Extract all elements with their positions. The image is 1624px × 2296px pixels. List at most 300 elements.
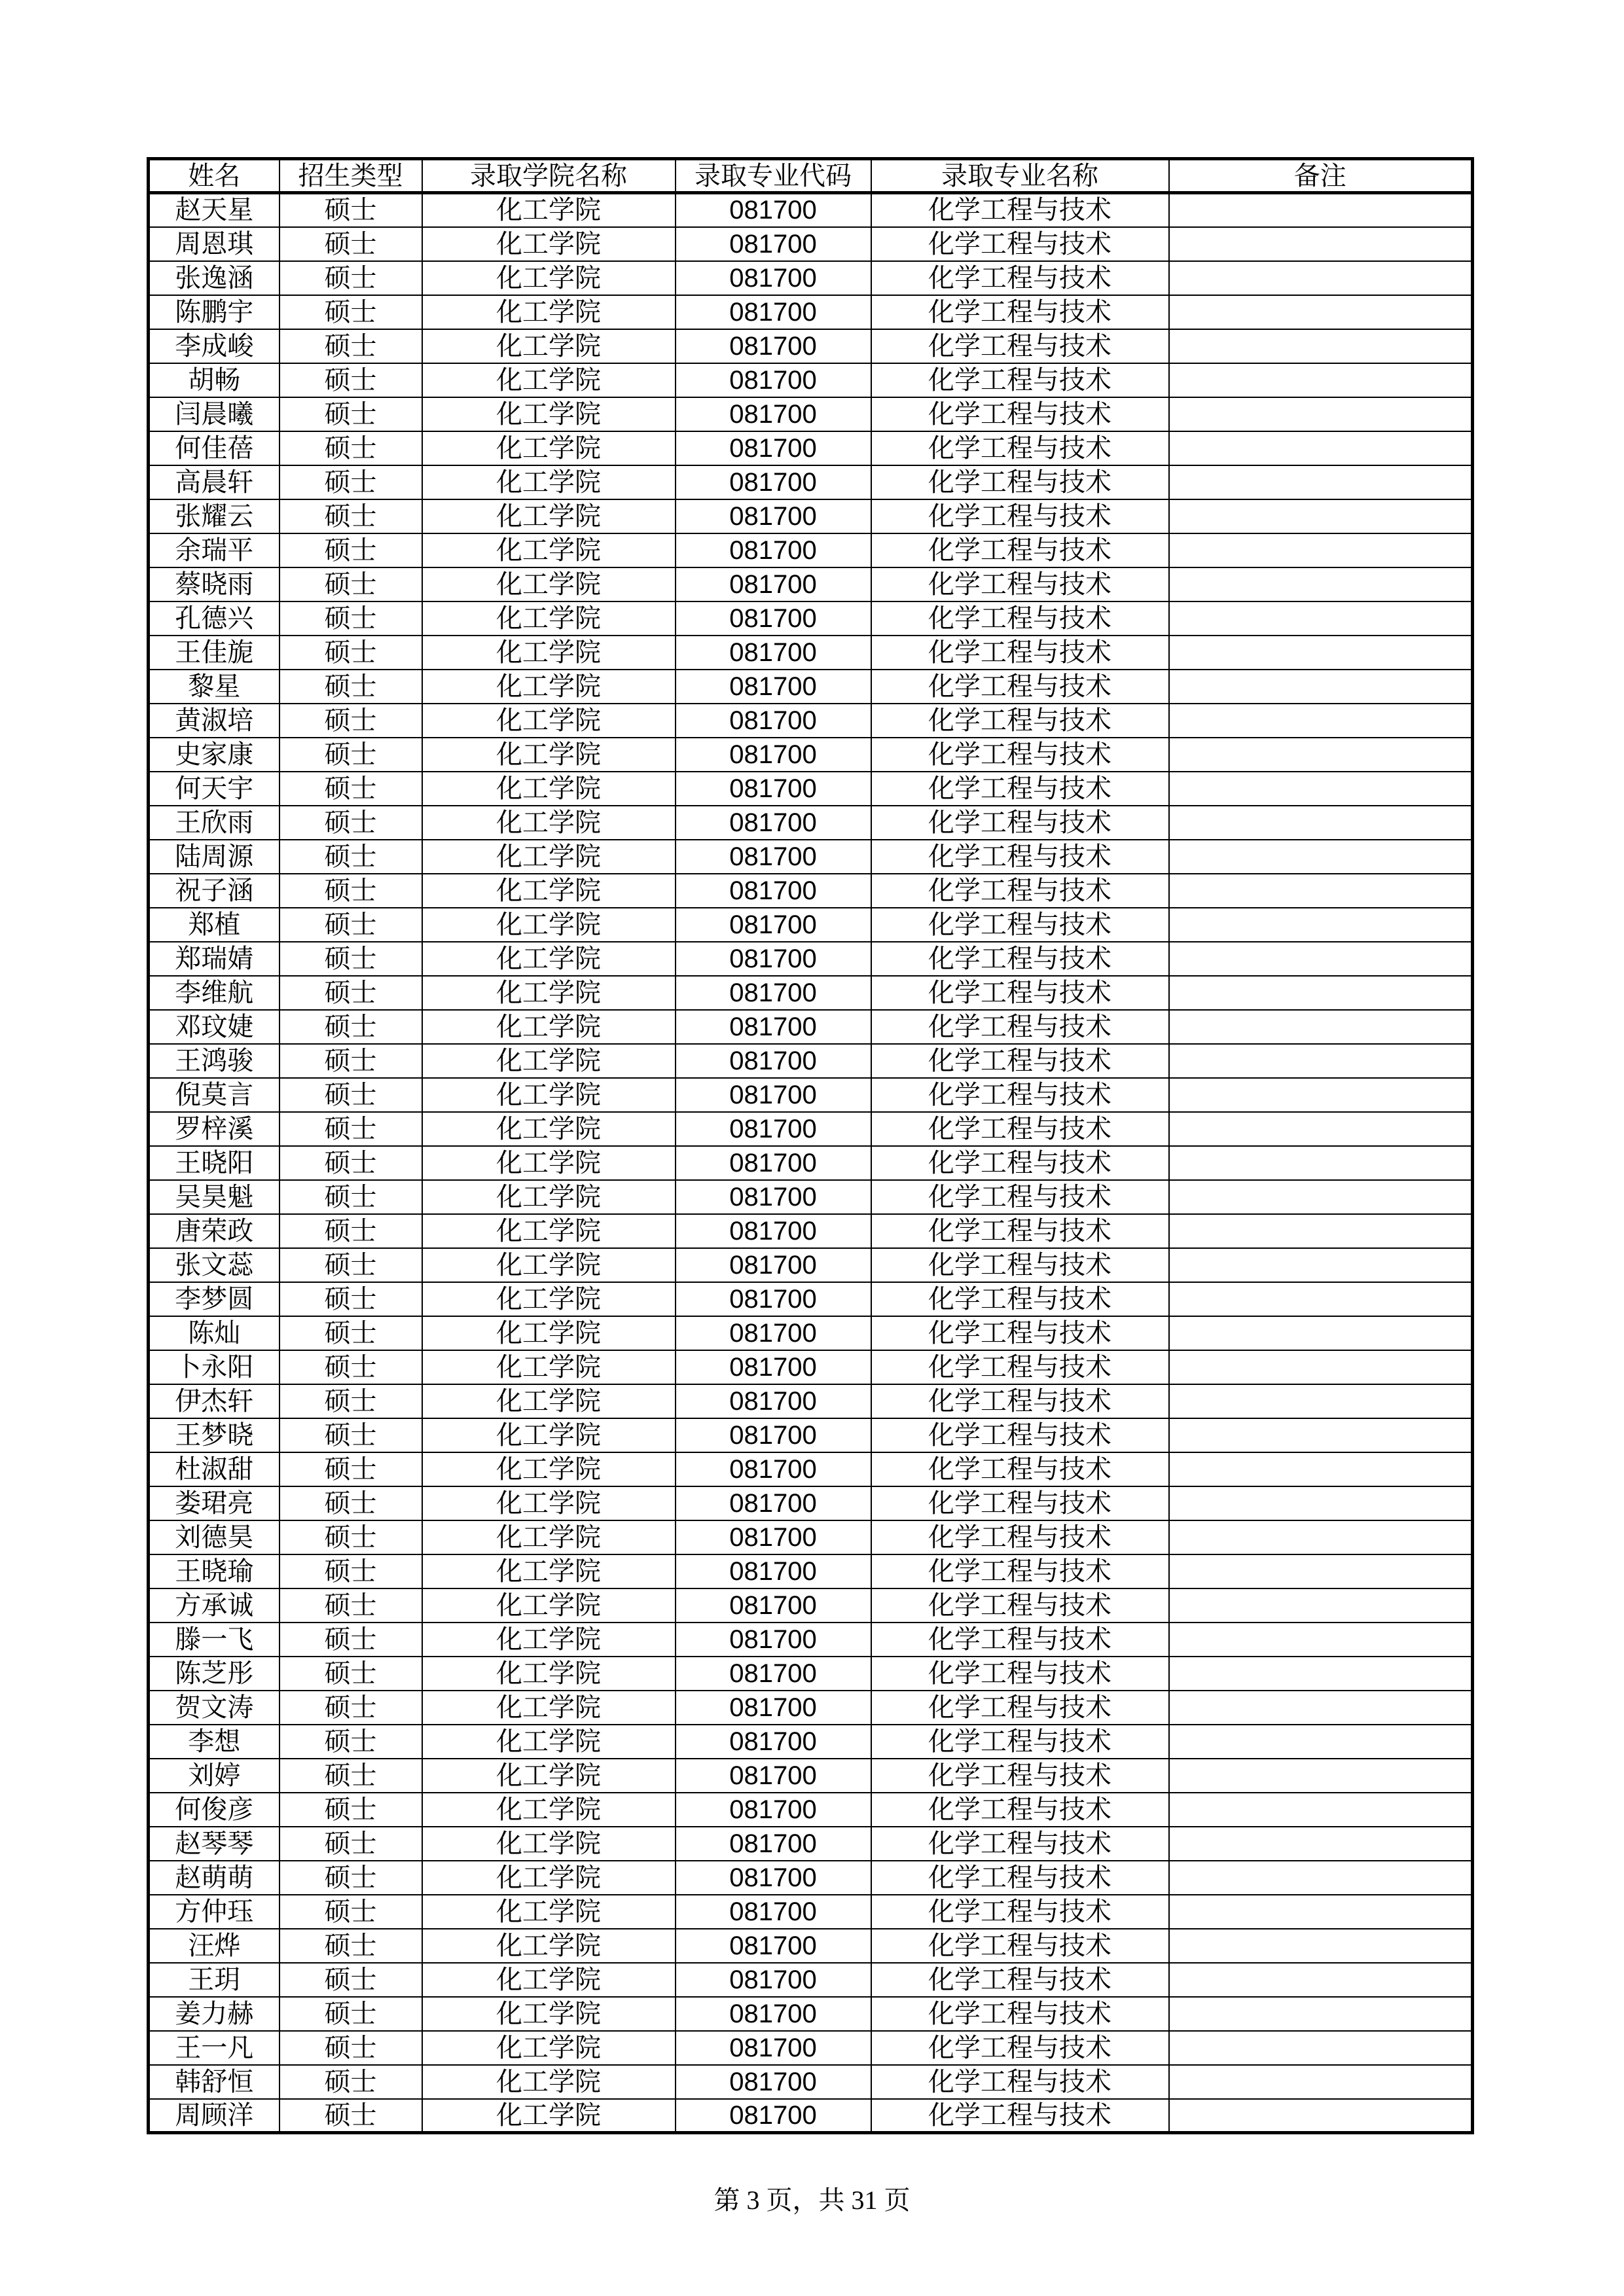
table-row [149,1861,1473,1895]
admission-type-cell: 硕士 [280,363,422,397]
college-cell: 化工学院 [422,2065,676,2099]
college-cell: 化工学院 [422,2099,676,2133]
major-name-cell: 化学工程与技术 [871,397,1169,431]
major-name-cell: 化学工程与技术 [871,1759,1169,1793]
note-cell [1169,1248,1473,1282]
college-cell: 化工学院 [422,465,676,499]
name-cell: 王梦晓 [149,1418,280,1452]
major-name-cell: 化学工程与技术 [871,738,1169,772]
code-cell: 081700 [676,567,871,601]
admission-type-cell: 硕士 [280,1010,422,1044]
code-cell: 081700 [676,1963,871,1997]
code-cell: 081700 [676,601,871,636]
code-cell: 081700 [676,738,871,772]
table-row [149,1452,1473,1486]
college-cell: 化工学院 [422,1112,676,1146]
admission-type-cell: 硕士 [280,1827,422,1861]
admission-type-cell: 硕士 [280,1112,422,1146]
college-cell: 化工学院 [422,193,676,227]
college-cell: 化工学院 [422,1588,676,1623]
major-name-cell: 化学工程与技术 [871,1588,1169,1623]
note-cell [1169,1588,1473,1623]
table-row [149,1623,1473,1657]
admission-type-cell: 硕士 [280,227,422,261]
note-cell [1169,636,1473,670]
table-row [149,1214,1473,1248]
note-cell [1169,1827,1473,1861]
major-name-cell: 化学工程与技术 [871,499,1169,533]
name-cell: 伊杰轩 [149,1384,280,1418]
table-row [149,1793,1473,1827]
note-cell [1169,1044,1473,1078]
name-cell: 陈鹏宇 [149,295,280,329]
college-cell: 化工学院 [422,1861,676,1895]
table-row [149,1895,1473,1929]
name-cell: 方承诚 [149,1588,280,1623]
code-cell: 081700 [676,1793,871,1827]
code-cell: 081700 [676,840,871,874]
code-cell: 081700 [676,1691,871,1725]
college-cell: 化工学院 [422,976,676,1010]
college-cell: 化工学院 [422,601,676,636]
major-name-cell: 化学工程与技术 [871,806,1169,840]
name-cell: 邓玟婕 [149,1010,280,1044]
major-name-cell: 化学工程与技术 [871,874,1169,908]
table-row [149,363,1473,397]
code-cell: 081700 [676,1180,871,1214]
note-cell [1169,840,1473,874]
admission-type-cell: 硕士 [280,465,422,499]
name-cell: 王佳旎 [149,636,280,670]
code-cell: 081700 [676,2099,871,2133]
admission-type-cell: 硕士 [280,1452,422,1486]
table-row [149,431,1473,465]
table-row [149,908,1473,942]
code-cell: 081700 [676,670,871,704]
college-cell: 化工学院 [422,1078,676,1112]
name-cell: 汪烨 [149,1929,280,1963]
code-cell: 081700 [676,1044,871,1078]
note-cell [1169,1793,1473,1827]
note-cell [1169,1623,1473,1657]
college-cell: 化工学院 [422,295,676,329]
admission-type-cell: 硕士 [280,1929,422,1963]
note-cell [1169,738,1473,772]
major-name-cell: 化学工程与技术 [871,465,1169,499]
admission-table-container [147,157,1471,2134]
code-cell: 081700 [676,1623,871,1657]
major-name-cell: 化学工程与技术 [871,261,1169,295]
major-name-cell: 化学工程与技术 [871,567,1169,601]
major-name-cell: 化学工程与技术 [871,1146,1169,1180]
admission-table-body [149,193,1473,2133]
code-cell: 081700 [676,976,871,1010]
admission-type-cell: 硕士 [280,704,422,738]
note-cell [1169,1452,1473,1486]
college-cell: 化工学院 [422,1350,676,1384]
note-cell [1169,942,1473,976]
name-cell: 赵天星 [149,193,280,227]
name-cell: 滕一飞 [149,1623,280,1657]
name-cell: 余瑞平 [149,533,280,567]
college-cell: 化工学院 [422,1793,676,1827]
code-cell: 081700 [676,2065,871,2099]
note-cell [1169,1010,1473,1044]
table-header-row [149,159,1473,193]
college-cell: 化工学院 [422,1963,676,1997]
table-row [149,1350,1473,1384]
table-row [149,2099,1473,2133]
major-name-cell: 化学工程与技术 [871,1214,1169,1248]
note-cell [1169,1180,1473,1214]
name-cell: 王一凡 [149,2031,280,2065]
table-row [149,806,1473,840]
major-name-cell: 化学工程与技术 [871,1827,1169,1861]
note-cell [1169,1282,1473,1316]
name-cell: 娄珺亮 [149,1486,280,1520]
table-row [149,1418,1473,1452]
note-cell [1169,1759,1473,1793]
note-cell [1169,1078,1473,1112]
table-row [149,1827,1473,1861]
admission-type-cell: 硕士 [280,1861,422,1895]
name-cell: 王鸿骏 [149,1044,280,1078]
table-row [149,1486,1473,1520]
admission-type-cell: 硕士 [280,1044,422,1078]
admission-type-cell: 硕士 [280,567,422,601]
name-cell: 何俊彦 [149,1793,280,1827]
code-cell: 081700 [676,2031,871,2065]
table-row [149,601,1473,636]
name-cell: 李维航 [149,976,280,1010]
name-cell: 李想 [149,1725,280,1759]
name-cell: 王欣雨 [149,806,280,840]
code-cell: 081700 [676,1929,871,1963]
code-cell: 081700 [676,1112,871,1146]
code-cell: 081700 [676,1759,871,1793]
college-cell: 化工学院 [422,1759,676,1793]
major-name-cell: 化学工程与技术 [871,1452,1169,1486]
major-name-cell: 化学工程与技术 [871,431,1169,465]
note-cell [1169,976,1473,1010]
name-cell: 倪莫言 [149,1078,280,1112]
major-name-cell: 化学工程与技术 [871,1180,1169,1214]
code-cell: 081700 [676,636,871,670]
major-name-cell: 化学工程与技术 [871,1895,1169,1929]
college-cell: 化工学院 [422,533,676,567]
college-cell: 化工学院 [422,806,676,840]
note-cell [1169,1691,1473,1725]
major-name-cell: 化学工程与技术 [871,295,1169,329]
table-row [149,1010,1473,1044]
name-cell: 史家康 [149,738,280,772]
admission-type-cell: 硕士 [280,397,422,431]
major-name-cell: 化学工程与技术 [871,1010,1169,1044]
admission-type-cell: 硕士 [280,1214,422,1248]
admission-type-cell: 硕士 [280,1963,422,1997]
code-cell: 081700 [676,533,871,567]
admission-type-cell: 硕士 [280,1418,422,1452]
major-name-cell: 化学工程与技术 [871,704,1169,738]
column-header-major-name: 录取专业名称 [871,159,1169,193]
table-row [149,874,1473,908]
code-cell: 081700 [676,1146,871,1180]
code-cell: 081700 [676,1214,871,1248]
note-cell [1169,227,1473,261]
major-name-cell: 化学工程与技术 [871,1554,1169,1588]
name-cell: 李成峻 [149,329,280,363]
code-cell: 081700 [676,465,871,499]
note-cell [1169,2099,1473,2133]
college-cell: 化工学院 [422,942,676,976]
college-cell: 化工学院 [422,1554,676,1588]
major-name-cell: 化学工程与技术 [871,1112,1169,1146]
admission-type-cell: 硕士 [280,499,422,533]
major-name-cell: 化学工程与技术 [871,1997,1169,2031]
note-cell [1169,329,1473,363]
admission-type-cell: 硕士 [280,2031,422,2065]
table-row [149,2065,1473,2099]
name-cell: 何天宇 [149,772,280,806]
name-cell: 赵琴琴 [149,1827,280,1861]
name-cell: 李梦圆 [149,1282,280,1316]
code-cell: 081700 [676,704,871,738]
major-name-cell: 化学工程与技术 [871,1725,1169,1759]
name-cell: 郑植 [149,908,280,942]
note-cell [1169,1997,1473,2031]
code-cell: 081700 [676,1520,871,1554]
admission-type-cell: 硕士 [280,1793,422,1827]
college-cell: 化工学院 [422,840,676,874]
code-cell: 081700 [676,1316,871,1350]
college-cell: 化工学院 [422,1486,676,1520]
note-cell [1169,295,1473,329]
note-cell [1169,465,1473,499]
note-cell [1169,601,1473,636]
major-name-cell: 化学工程与技术 [871,1929,1169,1963]
note-cell [1169,1520,1473,1554]
admission-type-cell: 硕士 [280,670,422,704]
major-name-cell: 化学工程与技术 [871,636,1169,670]
name-cell: 黄淑培 [149,704,280,738]
major-name-cell: 化学工程与技术 [871,227,1169,261]
note-cell [1169,908,1473,942]
code-cell: 081700 [676,806,871,840]
code-cell: 081700 [676,1078,871,1112]
code-cell: 081700 [676,295,871,329]
admission-type-cell: 硕士 [280,193,422,227]
code-cell: 081700 [676,1010,871,1044]
name-cell: 唐荣政 [149,1214,280,1248]
table-row [149,533,1473,567]
code-cell: 081700 [676,1827,871,1861]
name-cell: 吴昊魁 [149,1180,280,1214]
name-cell: 周恩琪 [149,227,280,261]
note-cell [1169,1316,1473,1350]
table-row [149,1180,1473,1214]
table-row [149,976,1473,1010]
admission-type-cell: 硕士 [280,874,422,908]
admission-type-cell: 硕士 [280,1146,422,1180]
table-row [149,942,1473,976]
code-cell: 081700 [676,193,871,227]
admission-type-cell: 硕士 [280,329,422,363]
college-cell: 化工学院 [422,1146,676,1180]
admission-type-cell: 硕士 [280,1657,422,1691]
admission-type-cell: 硕士 [280,1759,422,1793]
admission-type-cell: 硕士 [280,738,422,772]
admission-type-cell: 硕士 [280,976,422,1010]
major-name-cell: 化学工程与技术 [871,1350,1169,1384]
table-row [149,1997,1473,2031]
major-name-cell: 化学工程与技术 [871,976,1169,1010]
code-cell: 081700 [676,1282,871,1316]
table-row [149,840,1473,874]
college-cell: 化工学院 [422,1725,676,1759]
code-cell: 081700 [676,499,871,533]
name-cell: 张耀云 [149,499,280,533]
code-cell: 081700 [676,329,871,363]
code-cell: 081700 [676,363,871,397]
name-cell: 高晨轩 [149,465,280,499]
code-cell: 081700 [676,908,871,942]
code-cell: 081700 [676,1452,871,1486]
note-cell [1169,499,1473,533]
major-name-cell: 化学工程与技术 [871,329,1169,363]
admission-type-cell: 硕士 [280,1384,422,1418]
admission-type-cell: 硕士 [280,261,422,295]
admission-type-cell: 硕士 [280,1623,422,1657]
college-cell: 化工学院 [422,261,676,295]
code-cell: 081700 [676,1248,871,1282]
code-cell: 081700 [676,874,871,908]
table-row [149,1078,1473,1112]
name-cell: 张文蕊 [149,1248,280,1282]
table-row [149,1657,1473,1691]
college-cell: 化工学院 [422,397,676,431]
college-cell: 化工学院 [422,704,676,738]
note-cell [1169,1963,1473,1997]
major-name-cell: 化学工程与技术 [871,193,1169,227]
table-row [149,772,1473,806]
name-cell: 周顾洋 [149,2099,280,2133]
admission-type-cell: 硕士 [280,431,422,465]
code-cell: 081700 [676,1861,871,1895]
admission-type-cell: 硕士 [280,1350,422,1384]
table-row [149,1248,1473,1282]
name-cell: 韩舒恒 [149,2065,280,2099]
admission-type-cell: 硕士 [280,1725,422,1759]
note-cell [1169,2065,1473,2099]
major-name-cell: 化学工程与技术 [871,1078,1169,1112]
admission-type-cell: 硕士 [280,295,422,329]
column-header-admission-type: 招生类型 [280,159,422,193]
table-row [149,295,1473,329]
note-cell [1169,397,1473,431]
table-row [149,1112,1473,1146]
name-cell: 赵萌萌 [149,1861,280,1895]
college-cell: 化工学院 [422,1384,676,1418]
table-row [149,193,1473,227]
college-cell: 化工学院 [422,772,676,806]
code-cell: 081700 [676,1350,871,1384]
college-cell: 化工学院 [422,908,676,942]
major-name-cell: 化学工程与技术 [871,601,1169,636]
major-name-cell: 化学工程与技术 [871,1044,1169,1078]
note-cell [1169,704,1473,738]
admission-type-cell: 硕士 [280,1078,422,1112]
note-cell [1169,1146,1473,1180]
name-cell: 王晓阳 [149,1146,280,1180]
note-cell [1169,1725,1473,1759]
college-cell: 化工学院 [422,1895,676,1929]
code-cell: 081700 [676,1997,871,2031]
note-cell [1169,261,1473,295]
major-name-cell: 化学工程与技术 [871,1793,1169,1827]
note-cell [1169,1657,1473,1691]
note-cell [1169,1350,1473,1384]
name-cell: 胡畅 [149,363,280,397]
college-cell: 化工学院 [422,1827,676,1861]
name-cell: 王晓瑜 [149,1554,280,1588]
table-row [149,261,1473,295]
major-name-cell: 化学工程与技术 [871,772,1169,806]
table-row [149,1520,1473,1554]
name-cell: 黎星 [149,670,280,704]
name-cell: 卜永阳 [149,1350,280,1384]
table-row [149,738,1473,772]
college-cell: 化工学院 [422,1997,676,2031]
admission-type-cell: 硕士 [280,1520,422,1554]
major-name-cell: 化学工程与技术 [871,840,1169,874]
admission-type-cell: 硕士 [280,806,422,840]
note-cell [1169,1861,1473,1895]
admission-type-cell: 硕士 [280,1316,422,1350]
college-cell: 化工学院 [422,1418,676,1452]
admission-type-cell: 硕士 [280,1895,422,1929]
note-cell [1169,533,1473,567]
major-name-cell: 化学工程与技术 [871,1384,1169,1418]
code-cell: 081700 [676,772,871,806]
table-row [149,227,1473,261]
table-row [149,636,1473,670]
name-cell: 孔德兴 [149,601,280,636]
table-row [149,397,1473,431]
column-header-college: 录取学院名称 [422,159,676,193]
note-cell [1169,1929,1473,1963]
table-row [149,1282,1473,1316]
name-cell: 刘德昊 [149,1520,280,1554]
code-cell: 081700 [676,1895,871,1929]
column-header-name: 姓名 [149,159,280,193]
note-cell [1169,670,1473,704]
admission-type-cell: 硕士 [280,2065,422,2099]
admission-type-cell: 硕士 [280,1997,422,2031]
admission-type-cell: 硕士 [280,1554,422,1588]
note-cell [1169,772,1473,806]
college-cell: 化工学院 [422,1248,676,1282]
table-row [149,329,1473,363]
college-cell: 化工学院 [422,1044,676,1078]
admission-type-cell: 硕士 [280,533,422,567]
major-name-cell: 化学工程与技术 [871,942,1169,976]
code-cell: 081700 [676,1725,871,1759]
name-cell: 方仲珏 [149,1895,280,1929]
note-cell [1169,567,1473,601]
table-row [149,1725,1473,1759]
major-name-cell: 化学工程与技术 [871,1691,1169,1725]
major-name-cell: 化学工程与技术 [871,1248,1169,1282]
